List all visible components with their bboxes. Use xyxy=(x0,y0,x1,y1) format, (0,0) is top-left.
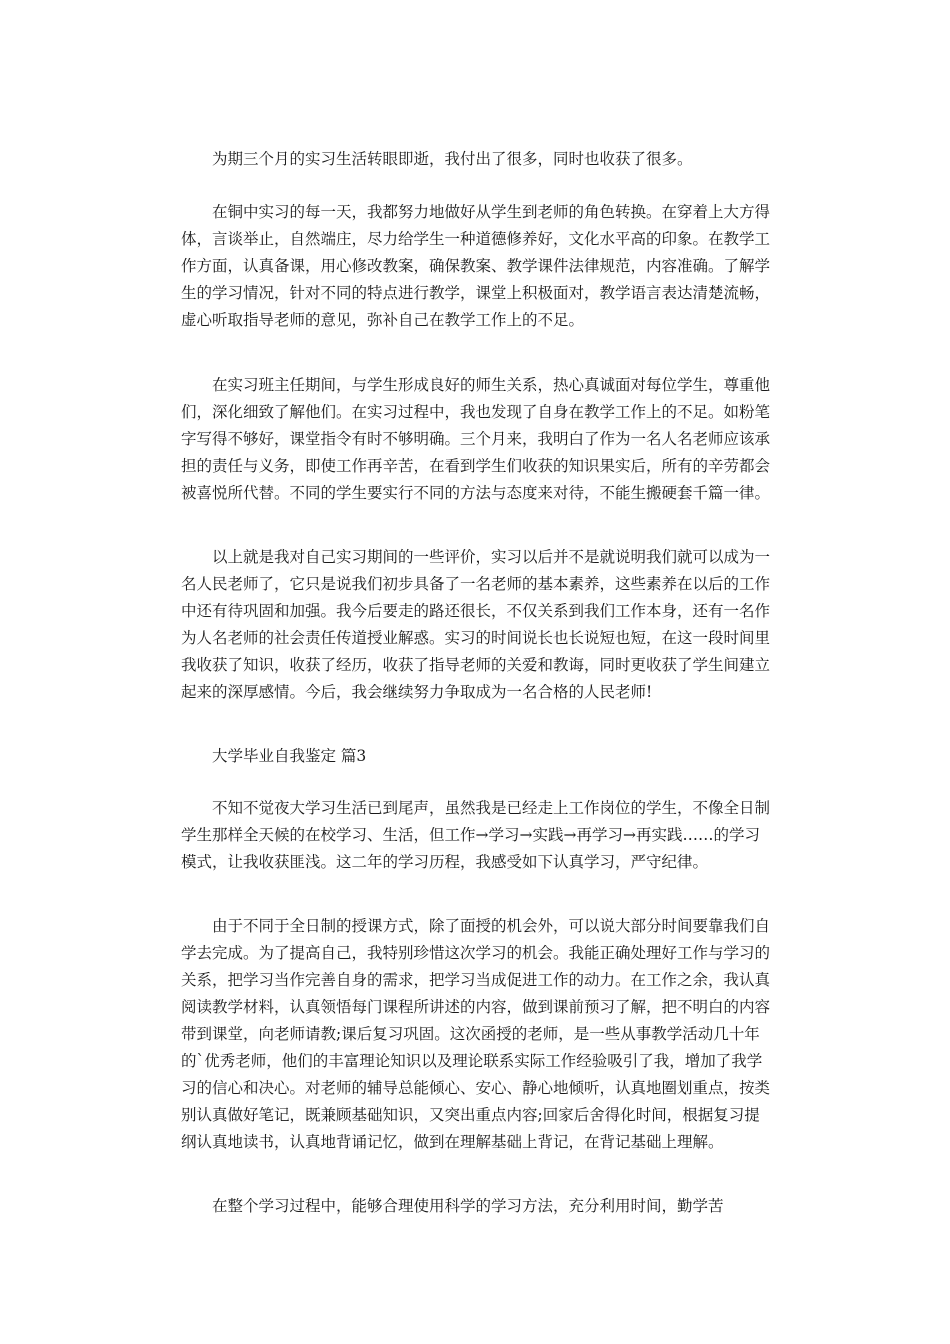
paragraph-night-university: 不知不觉夜大学习生活已到尾声，虽然我是已经走上工作岗位的学生，不像全日制学生那样全天候的在校学习、生活，但工作→学习→实践→再学习→再实践……的学习模式，让我收获匪浅。这二年的学习历程，我感受如下认真学习，严守纪律。 xyxy=(181,799,771,871)
paragraph-study-method: 由于不同于全日制的授课方式，除了面授的机会外，可以说大部分时间要靠我们自学去完成。为了提高自己，我特别珍惜这次学习的机会。我能正确处理好工作与学习的关系，把学习当作完善自身的需求，把学习当成促进工作的动力。在工作之余，我认真阅读教学材料，认真领悟每门课程所讲述的内容，做到课前预习了解，把不明白的内容带到课堂，向老师请教;课后复习巩固。这次函授的老师，是一些从事教学活动几十年的`优秀老师，他们的丰富理论知识以及理论联系实际工作经验吸引了我，增加了我学习的信心和决心。对老师的辅导总能倾心、安心、静心地倾听，认真地圈划重点，按类别认真做好笔记，既兼顾基础知识，又突出重点内容;回家后舍得化时间，根据复习提纲认真地读书，认真地背诵记忆，做到在理解基础上背记，在背记基础上理解。 xyxy=(181,917,771,1151)
paragraph-self-evaluation: 以上就是我对自己实习期间的一些评价，实习以后并不是就说明我们就可以成为一名人民老师了，它只是说我们初步具备了一名老师的基本素养，这些素养在以后的工作中还有待巩固和加强。我今后要走的路还很长，不仅关系到我们工作本身，还有一名作为人名老师的社会责任传道授业解惑。实习的时间说长也长说短也短，在这一段时间里我收获了知识，收获了经历，收获了指导老师的关爱和教诲，同时更收获了学生间建立起来的深厚感情。今后，我会继续努力争取成为一名合格的人民老师! xyxy=(181,548,771,701)
paragraph-intro: 为期三个月的实习生活转眼即逝，我付出了很多，同时也收获了很多。 xyxy=(212,150,693,168)
paragraph-class-teacher: 在实习班主任期间，与学生形成良好的师生关系，热心真诚面对每位学生，尊重他们，深化细致了解他们。在实习过程中，我也发现了自身在教学工作上的不足。如粉笔字写得不够好，课堂指令有时不够明确。三个月来，我明白了作为一名人名老师应该承担的责任与义务，即使工作再辛苦，在看到学生们收获的知识果实后，所有的辛劳都会被喜悦所代替。不同的学生要实行不同的方法与态度来对待，不能生搬硬套千篇一律。 xyxy=(181,376,771,502)
section-heading: 大学毕业自我鉴定 篇3 xyxy=(212,747,367,765)
paragraph-learning-process: 在整个学习过程中，能够合理使用科学的学习方法，充分利用时间，勤学苦 xyxy=(212,1197,724,1215)
paragraph-teaching-work: 在铜中实习的每一天，我都努力地做好从学生到老师的角色转换。在穿着上大方得体，言谈举止，自然端庄，尽力给学生一种道德修养好，文化水平高的印象。在教学工作方面，认真备课，用心修改教案，确保教案、教学课件法律规范，内容准确。了解学生的学习情况，针对不同的特点进行教学，课堂上积极面对，教学语言表达清楚流畅，虚心听取指导老师的意见，弥补自己在教学工作上的不足。 xyxy=(181,203,771,329)
